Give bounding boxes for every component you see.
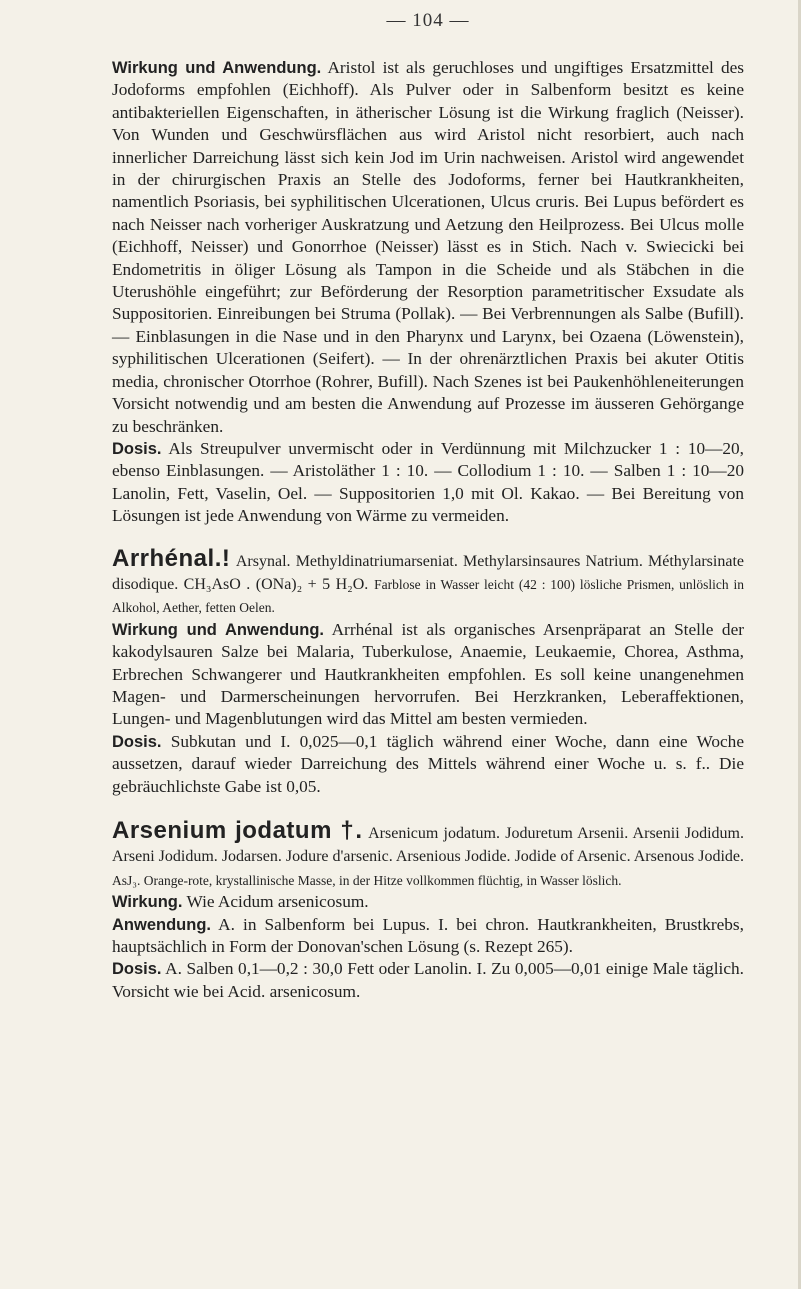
arrhenal-entry-head bbox=[112, 544, 744, 619]
arsenium-wirkung-text: Wie Acidum arsenicosum. bbox=[186, 892, 369, 912]
arsenium-dosis-text: A. Salben 0,1—0,2 : 30,0 Fett oder Lanolin. I. Zu 0,005—0,01 einige Male täglich. Vorsicht wie bei Acid. arsenicosum. bbox=[112, 959, 744, 1001]
aristol-dosis-heading: Dosis. bbox=[112, 439, 162, 458]
aristol-dosis-text: Als Streupulver unvermischt oder in Verdünnung mit Milchzucker 1 : 10—20, ebenso Einblasungen. — Aristoläther 1 : 10. — Collodium 1 : 10. — Salben 1 : 10—20 Lanolin, Fett, Vaselin, Oel. — Suppositorien 1,0 mit Ol. Kakao. — Bei Bereitung von Lösungen ist jede Anwendung von Wärme zu vermeiden. bbox=[112, 438, 744, 526]
arrhenal-synonyms: Arsynal. Methyldinatriumarseniat. Methylarsinsaures Natrium. Méthylarsinate disodique. CH₃AsO . (ONa)₂ + 5 H₂O. bbox=[112, 552, 744, 593]
arsenium-dosis-paragraph bbox=[112, 958, 744, 1003]
arrhenal-properties: Farblose in Wasser leicht (42 : 100) lösliche Prismen, unlöslich in Alkohol, Aether, fetten Oelen. bbox=[112, 576, 744, 616]
arrhenal-dosis-heading: Dosis. bbox=[112, 732, 162, 751]
aristol-wirkung-paragraph bbox=[112, 57, 744, 438]
arsenium-entry-head bbox=[112, 817, 745, 891]
arrhenal-wirkung-heading: Wirkung und Anwendung. bbox=[112, 620, 325, 639]
aristol-dosis-paragraph bbox=[112, 438, 744, 528]
arrhenal-dosis-paragraph bbox=[112, 731, 744, 798]
arsenium-properties: AsJ₃. Orange-rote, krystallinische Masse, in der Hitze vollkommen flüchtig, in Wasser löslich. bbox=[112, 872, 622, 888]
aristol-wirkung-heading: Wirkung und Anwendung. bbox=[112, 59, 322, 77]
arsenium-anwendung-paragraph bbox=[112, 914, 744, 959]
arrhenal-title: Arrhénal.! bbox=[112, 544, 231, 572]
arsenium-wirkung-heading: Wirkung. bbox=[112, 893, 183, 912]
arsenium-dosis-heading: Dosis. bbox=[112, 960, 162, 979]
arsenium-synonyms: Arsenicum jodatum. Joduretum Arsenii. Arsenii Jodidum. Arseni Jodidum. Jodarsen. Jodure d'arsenic. Arsenious Jodide. Jodide of Arsenic. Arsenous Jodide. bbox=[112, 825, 745, 866]
arsenium-anwendung-text: A. in Salbenform bei Lupus. I. bei chron. Hautkrankheiten, Brustkrebs, hauptsächlich in Form der Donovan'schen Lösung (s. Rezept 265). bbox=[112, 914, 744, 957]
arrhenal-wirkung-paragraph bbox=[112, 619, 744, 731]
arsenium-title: Arsenium jodatum †. bbox=[112, 817, 363, 844]
aristol-wirkung-text: Aristol ist als geruchloses und ungiftiges Ersatzmittel des Jodoforms empfohlen (Eichhoff). Als Pulver oder in Salbenform besitzt es keine antibakteriellen Eigenschaften, in ätherischer Lösung ist die Wirkung fraglich (Neisser). Von Wunden und Geschwürsflächen aus wird Aristol nicht resorbiert, auch nach innerlicher Darreichung lässt sich kein Jod im Urin nachweisen. Aristol wird angewendet in der chirurgischen Praxis an Stelle des Jodoforms, ferner bei Hautkrankheiten, namentlich Psoriasis, bei syphilitischen Ulcerationen, Ulcus cruris. Bei Lupus befördert es nach Neisser nach vorheriger Auskratzung und Aetzung den Heilprozess. Bei Ulcus molle (Eichhoff, Neisser) und Gonorrhoe (Neisser) lässt es in Stich. Nach v. Swiecicki bei Endometritis in öliger Lösung als Tampon in die Scheide und als Stäbchen in die Uterushöhle eingeführt; zur Beförderung der Resorption parametritischer Exsudate als Suppositorien. Einreibungen bei Struma (Pollak). — Bei Verbrennungen als Salbe (Bufill). — Einblasungen in die Nase und in den Pharynx und Larynx, bei Ozaena (Löwenstein), syphilitischen Ulcerationen (Seifert). — In der ohrenärztlichen Praxis bei akuter Otitis media, chronischer Otorrhoe (Rohrer, Bufill). Nach Szenes ist bei Paukenhöhleneiterungen Vorsicht notwendig und am besten die Anwendung auf Prozesse im äusseren Gehörgange zu beschränken. bbox=[112, 58, 745, 436]
arrhenal-wirkung-text: Arrhénal ist als organisches Arsenpräparat an Stelle der kakodylsauren Salze bei Malaria, Tuberkulose, Anaemie, Leukaemie, Chorea, Asthma, Erbrechen Schwangerer und Hautkrankheiten empfohlen. Es soll keine unangenehmen Magen- und Darmerscheinungen hervorrufen. Bei Herzkranken, Leberaffektionen, Lungen- und Magenblutungen wird das Mittel am besten vermieden. bbox=[112, 619, 744, 729]
arrhenal-dosis-text: Subkutan und I. 0,025—0,1 täglich während einer Woche, dann eine Woche aussetzen, darauf wieder Darreichung des Mittels während einer Woche u. s. f.. Die gebräuchlichste Gabe ist 0,05. bbox=[112, 731, 744, 796]
page bbox=[112, 10, 744, 1003]
page-number: — 104 — bbox=[386, 10, 470, 31]
arsenium-wirkung-paragraph bbox=[112, 891, 744, 913]
arsenium-anwendung-heading: Anwendung. bbox=[112, 915, 211, 934]
